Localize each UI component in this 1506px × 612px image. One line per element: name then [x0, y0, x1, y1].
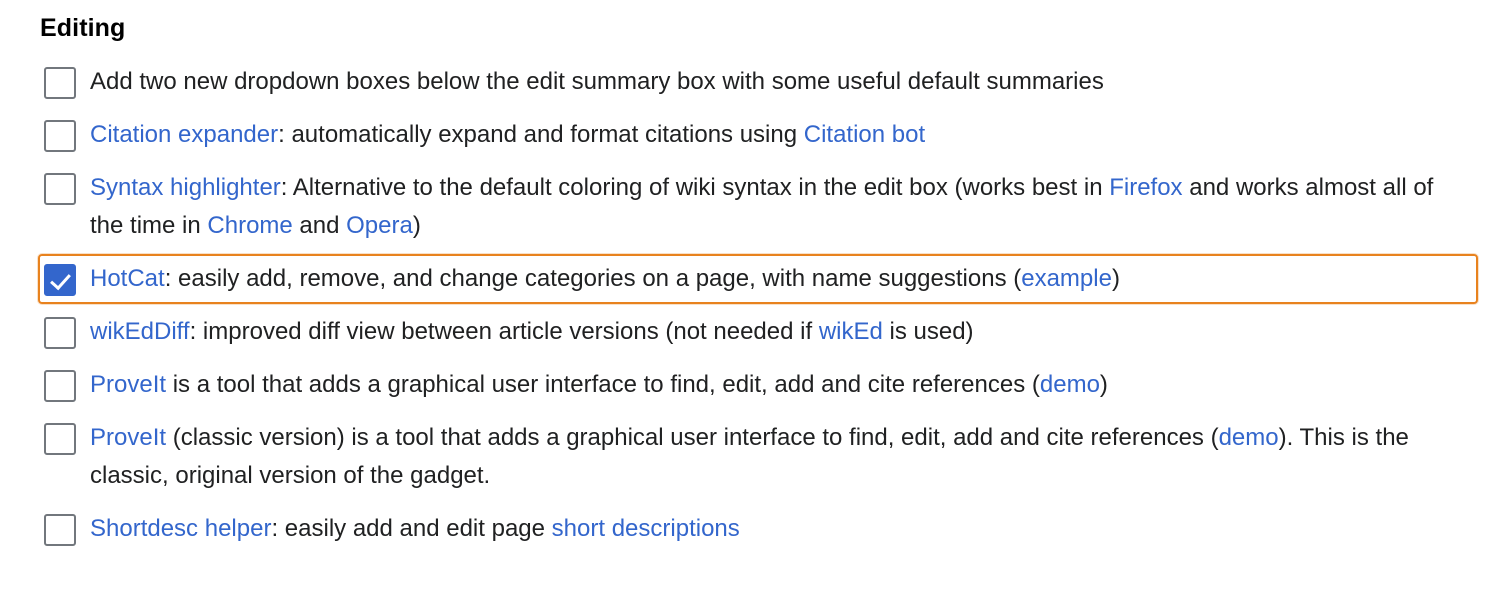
gadget-checkbox[interactable]: [44, 370, 76, 402]
gadget-label: [90, 63, 1104, 101]
gadget-text: (classic version) is a tool that adds a graphical user interface to find, edit, add and cite references (: [166, 424, 1219, 451]
gadget-link[interactable]: Shortdesc helper: [90, 515, 272, 542]
gadget-text: : easily add and edit page: [271, 515, 552, 542]
gadget-label: [90, 510, 740, 548]
gadget-checkbox[interactable]: [44, 514, 76, 546]
gadget-text: ): [412, 212, 421, 239]
gadget-link[interactable]: Citation expander: [90, 121, 279, 148]
gadget-link[interactable]: Citation bot: [803, 121, 926, 148]
gadget-row[interactable]: [38, 163, 1478, 251]
gadget-text: and: [292, 212, 347, 239]
gadget-list: [38, 57, 1506, 554]
gadget-link[interactable]: Firefox: [1109, 174, 1183, 201]
page-title: Editing: [40, 14, 126, 42]
gadget-checkbox[interactable]: [44, 67, 76, 99]
gadget-label: [90, 366, 1108, 404]
gadget-link[interactable]: example: [1021, 265, 1112, 292]
gadget-link[interactable]: demo: [1218, 424, 1279, 451]
gadget-text: is used): [882, 318, 974, 345]
gadget-text: : automatically expand and format citations using: [278, 121, 804, 148]
gadget-row[interactable]: [38, 504, 1478, 554]
gadget-row[interactable]: [38, 254, 1478, 304]
gadget-row[interactable]: [38, 360, 1478, 410]
gadget-link[interactable]: HotCat: [90, 265, 165, 292]
gadget-checkbox[interactable]: [44, 317, 76, 349]
gadget-text: and works almost all of the time in: [90, 174, 1434, 239]
gadget-text: : Alternative to the default coloring of wiki syntax in the edit box (works best in: [280, 174, 1110, 201]
gadget-text: Add two new dropdown boxes below the edit summary box with some useful default summaries: [90, 68, 1104, 95]
gadget-text: is a tool that adds a graphical user interface to find, edit, add and cite references (: [166, 371, 1040, 398]
gadget-row[interactable]: [38, 110, 1478, 160]
gadget-text: : easily add, remove, and change categories on a page, with name suggestions (: [164, 265, 1022, 292]
gadget-checkbox[interactable]: [44, 120, 76, 152]
gadget-link[interactable]: demo: [1039, 371, 1100, 398]
gadget-link[interactable]: Syntax highlighter: [90, 174, 281, 201]
gadget-row[interactable]: [38, 57, 1478, 107]
gadget-label: [90, 116, 925, 154]
gadget-checkbox[interactable]: [44, 173, 76, 205]
gadget-link[interactable]: wikEd: [818, 318, 883, 345]
gadget-label: [90, 260, 1120, 298]
gadget-text: ). This is the classic, original version of the gadget.: [90, 424, 1409, 489]
gadget-link[interactable]: ProveIt: [90, 371, 167, 398]
gadget-link[interactable]: Chrome: [207, 212, 293, 239]
gadget-text: : improved diff view between article versions (not needed if: [189, 318, 819, 345]
gadget-row[interactable]: [38, 307, 1478, 357]
gadget-checkbox-checked[interactable]: [44, 264, 76, 296]
gadget-label: [90, 419, 1470, 495]
gadget-row[interactable]: [38, 413, 1478, 501]
gadget-link[interactable]: wikEdDiff: [90, 318, 190, 345]
gadget-text: ): [1099, 371, 1108, 398]
gadget-text: ): [1111, 265, 1120, 292]
gadget-link[interactable]: short descriptions: [551, 515, 740, 542]
gadget-label: [90, 313, 974, 351]
gadget-label: [90, 169, 1470, 245]
gadget-link[interactable]: Opera: [346, 212, 413, 239]
gadget-checkbox[interactable]: [44, 423, 76, 455]
gadget-link[interactable]: ProveIt: [90, 424, 167, 451]
